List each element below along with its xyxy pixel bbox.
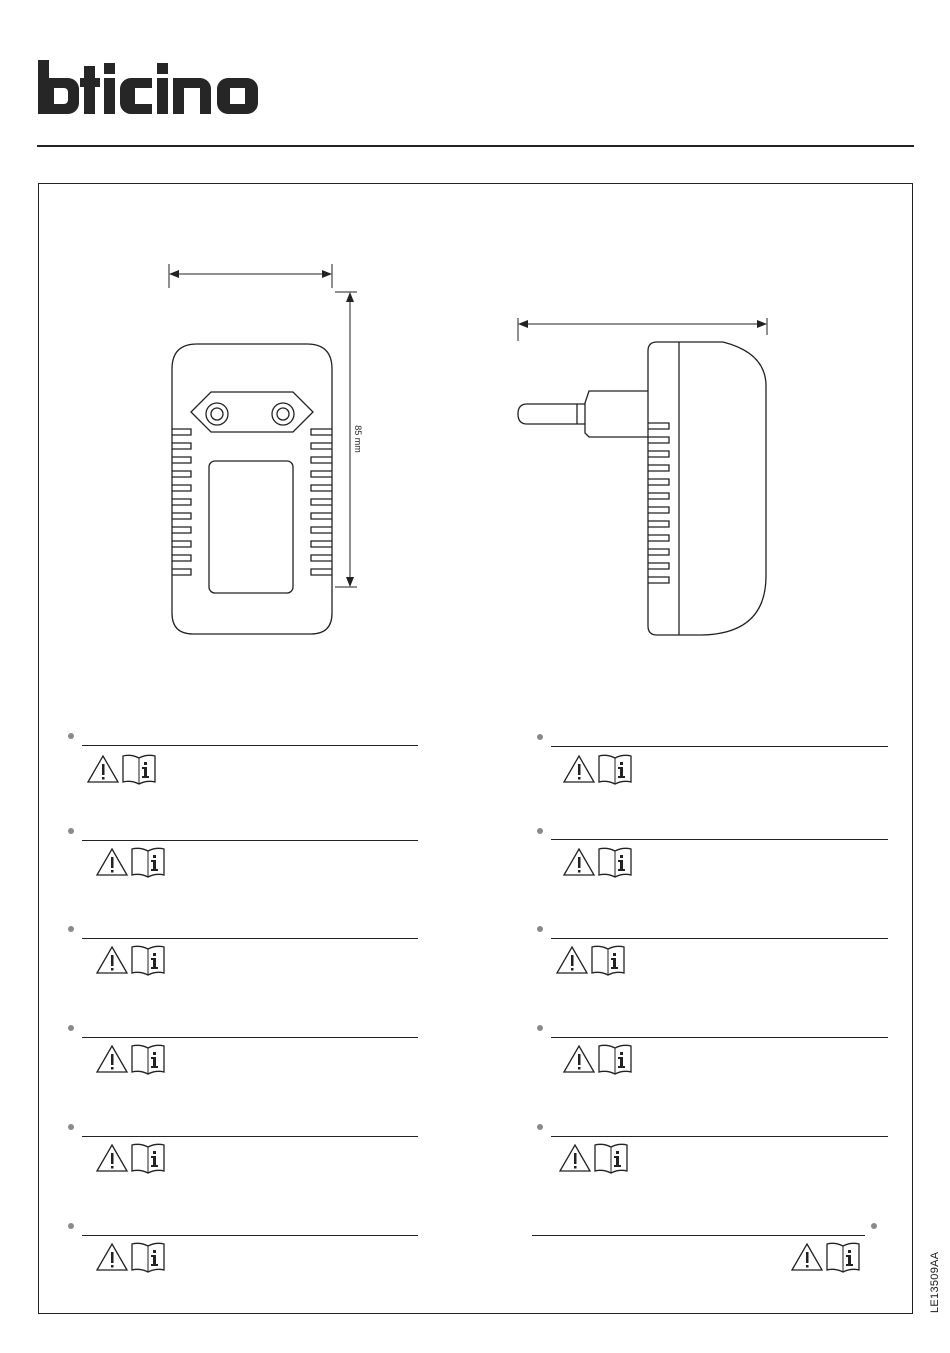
section-rule [82, 840, 418, 841]
section-right-5 [537, 1121, 897, 1181]
manual-info-icon [599, 755, 631, 784]
side-view-drawing [518, 342, 766, 635]
manual-info-icon [123, 755, 155, 784]
warning-icon [97, 1145, 127, 1171]
front-view-drawing [172, 344, 332, 634]
section-right-4 [537, 1022, 897, 1082]
section-left-6 [68, 1220, 428, 1280]
section-right-2 [537, 825, 897, 885]
height-dimension-label: 85 mm [353, 425, 363, 453]
section-bullet [68, 1025, 74, 1031]
warning-info-icons [96, 1240, 166, 1274]
manual-info-icon [132, 1045, 164, 1074]
section-bullet [537, 926, 543, 932]
section-rule [551, 839, 888, 840]
header-divider [37, 145, 914, 147]
section-rule [82, 1037, 418, 1038]
section-left-3 [68, 923, 428, 983]
warning-info-icons [563, 1042, 633, 1076]
warning-info-icons [559, 1141, 629, 1175]
warning-icon [564, 756, 594, 782]
manual-info-icon [132, 946, 164, 975]
manual-info-icon [132, 848, 164, 877]
section-bullet [537, 1124, 543, 1130]
warning-icon [792, 1244, 822, 1270]
section-bullet [537, 734, 543, 740]
manual-info-icon [827, 1243, 859, 1272]
warning-icon [97, 1244, 127, 1270]
section-right-6 [532, 1220, 882, 1280]
section-left-4 [68, 1022, 428, 1082]
section-rule [551, 746, 888, 747]
manual-info-icon [595, 1144, 627, 1173]
section-rule [82, 1235, 418, 1236]
warning-icon [564, 849, 594, 875]
document-code: LE13509AA [929, 1251, 941, 1313]
warning-info-icons [791, 1240, 861, 1274]
warning-info-icons [96, 845, 166, 879]
section-bullet [68, 1223, 74, 1229]
warning-icon [557, 947, 587, 973]
section-rule [82, 1136, 418, 1137]
section-rule [551, 1136, 888, 1137]
warning-info-icons [96, 1042, 166, 1076]
section-left-1 [68, 730, 428, 790]
manual-info-icon [592, 946, 624, 975]
section-bullet [68, 1124, 74, 1130]
section-rule [551, 938, 888, 939]
section-rule [532, 1235, 865, 1236]
manual-info-icon [599, 1045, 631, 1074]
section-left-5 [68, 1121, 428, 1181]
warning-info-icons [96, 1141, 166, 1175]
section-bullet [871, 1223, 877, 1229]
warning-icon [97, 1046, 127, 1072]
section-rule [551, 1037, 888, 1038]
section-right-3 [537, 923, 897, 983]
manual-info-icon [132, 1243, 164, 1272]
section-right-1 [537, 731, 897, 791]
warning-icon [564, 1046, 594, 1072]
section-rule [82, 745, 418, 746]
warning-icon [560, 1145, 590, 1171]
warning-info-icons [96, 943, 166, 977]
warning-info-icons [563, 845, 633, 879]
product-drawing [39, 184, 914, 704]
bticino-logo-graphic [36, 58, 296, 118]
manual-info-icon [132, 1144, 164, 1173]
warning-icon [97, 849, 127, 875]
warning-icon [97, 947, 127, 973]
warning-info-icons [563, 752, 633, 786]
warning-icon [88, 756, 118, 782]
section-bullet [537, 1025, 543, 1031]
section-bullet [68, 926, 74, 932]
section-left-2 [68, 825, 428, 885]
manual-info-icon [599, 848, 631, 877]
bticino-logo [36, 58, 296, 118]
section-bullet [68, 828, 74, 834]
section-bullet [537, 828, 543, 834]
section-bullet [68, 733, 74, 739]
warning-info-icons [556, 943, 626, 977]
warning-info-icons [87, 752, 157, 786]
section-rule [82, 938, 418, 939]
